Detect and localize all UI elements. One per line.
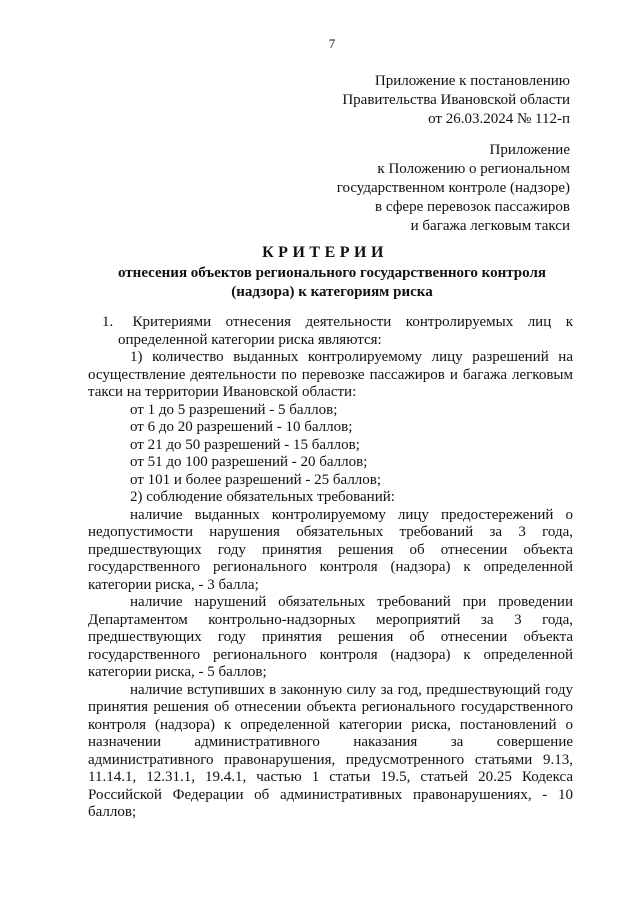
header-line: к Положению о региональном (377, 161, 570, 177)
subtitle-line: отнесения объектов регионального государственного контроля (118, 265, 546, 281)
header-line: государственном контроле (надзоре) (336, 180, 570, 196)
subtitle-line: (надзора) к категориям риска (231, 284, 433, 300)
header-line: в сфере перевозок пассажиров (375, 199, 570, 215)
appendix-header (337, 141, 570, 236)
list-item: от 6 до 20 разрешений - 10 баллов; (130, 419, 353, 435)
document-body (88, 314, 573, 822)
item-1: 1) количество выданных контролируемому лицу разрешений на осуществление деятельности по перевозке пассажиров и багажа легковым такси на территории Ивановской области: (88, 349, 573, 400)
resolution-header (342, 72, 570, 129)
document-subtitle (0, 264, 640, 302)
criterion-warnings: наличие выданных контролируемому лицу предостережений о недопустимости нарушения обязательных требований за 3 года, предшествующих году принятия решения об отнесении объекта государственного регионального контроля (надзора) к определенной категории риска, - 3 балла; (88, 506, 573, 593)
header-line: Приложение (489, 142, 570, 158)
list-item: от 51 до 100 разрешений - 20 баллов; (130, 454, 368, 470)
header-line: Правительства Ивановской области (342, 92, 570, 108)
list-item: от 101 и более разрешений - 25 баллов; (130, 471, 382, 488)
score-ranges-list (88, 402, 573, 490)
list-item: от 21 до 50 разрешений - 15 баллов; (130, 436, 360, 453)
page-number: 7 (328, 36, 336, 51)
list-item: от 1 до 5 разрешений - 5 баллов; (130, 401, 338, 418)
paragraph-number: 1. (102, 314, 114, 330)
item-2: 2) соблюдение обязательных требований: (130, 489, 395, 505)
paragraph-text: Критериями отнесения деятельности контролируемых лиц к определенной категории риска являются: (118, 314, 573, 348)
paragraph-1 (88, 314, 573, 349)
header-line: от 26.03.2024 № 112-п (428, 111, 570, 127)
document-title: КРИТЕРИИ (262, 244, 388, 261)
header-line: и багажа легковым такси (410, 218, 570, 234)
header-line: Приложение к постановлению (374, 73, 570, 89)
criterion-violations: наличие нарушений обязательных требований при проведении Департаментом контрольно-надзорных мероприятий за 3 года, предшествующих году принятия решения об отнесении объекта государственного регионального контроля (надзора) к определенной категории риска, - 5 баллов; (88, 594, 573, 680)
criterion-penalties: наличие вступивших в законную силу за год, предшествующий году принятия решения об отнесении объекта регионального государственного контроля (надзора) к определенной категории риска, постановлений о назначении административного наказания за совершение административного правонарушения, предусмотренного статьями 9.13, 11.14.1, 12.31.1, 19.4.1, частью 1 статьи 19.5, статьей 20.25 Кодекса Российской Федерации об административных правонарушениях, - 10 баллов; (88, 681, 573, 820)
